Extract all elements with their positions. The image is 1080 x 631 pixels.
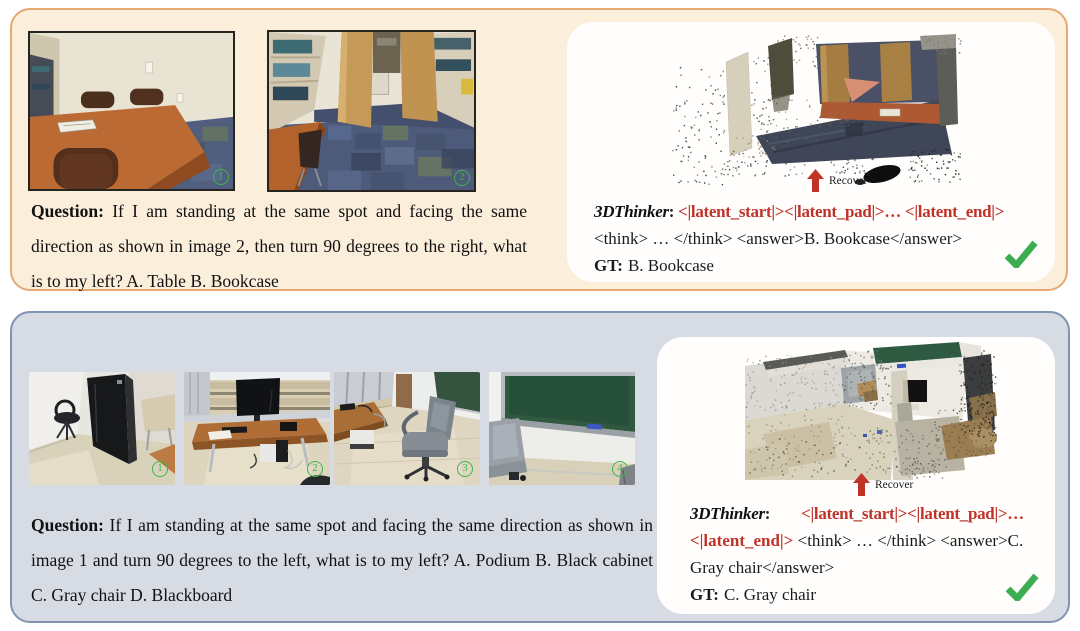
recover-label: Recover [829,174,868,187]
example2-result-card [657,337,1055,614]
correct-check-icon [1005,573,1039,601]
model-name: 3DThinker [690,504,765,523]
latent-tokens: <|latent_start|><|latent_pad|>… <|latent_end|> [678,202,1005,221]
example1-result-card [567,22,1055,282]
model-colon: : [668,202,675,221]
example1-question [31,194,527,299]
example2-pointcloud [745,342,997,480]
gt-value: C. Gray chair [723,585,817,604]
think-answer-text: <think> … </think> <answer>B. Bookcase</answer> [594,229,963,248]
question-text: If I am standing at the same spot and facing the same direction as shown in image 1 and turn 90 degrees to the left, what is to my left? A. Podium B. Black cabinet C. Gray chair D. Blackboard [31,515,654,605]
think-answer-text: <think> … </think> <answer>C. [793,531,1024,550]
question-text: If I am standing at the same spot and facing the same direction as shown in image 2, then turn 90 degrees to the right, what is to my left? A. Table B. Bookcase [31,201,528,291]
ground-truth-line [690,581,816,609]
image-number-badge: 3 [457,461,473,477]
example1-photo-1 [28,31,235,191]
latent-token-end: <|latent_end|> [690,531,794,550]
recover-annotation [853,473,913,496]
image-number-badge: 1 [152,461,168,477]
model-output-line-2 [690,527,1023,555]
ground-truth-line [594,252,714,280]
latent-tokens-start: <|latent_start|><|latent_pad|>… [801,504,1024,523]
model-output-line-1 [690,500,1024,528]
model-output-line-1 [594,198,1004,226]
question-label: Question: [31,201,104,221]
model-output-line-3 [690,554,834,582]
example1-pointcloud [664,32,962,192]
example2-photo-3 [334,372,480,485]
gt-label: GT: [594,256,623,275]
answer-continuation: Gray chair</answer> [690,558,835,577]
image-number-badge: 2 [454,170,470,186]
model-output-line-2 [594,225,962,253]
recover-label: Recover [875,478,914,491]
gt-value: B. Bookcase [627,256,714,275]
gt-label: GT: [690,585,719,604]
image-number-badge: 4 [612,461,628,477]
question-label: Question: [31,515,104,535]
example2-photo-1 [29,372,175,485]
image-number-badge: 2 [307,461,323,477]
example2-photo-4 [489,372,635,485]
example-2-panel [10,311,1070,623]
image-number-badge: 1 [213,169,229,185]
example-1-panel [10,8,1068,291]
recover-up-arrow-icon [807,169,824,192]
recover-up-arrow-icon [853,473,870,496]
correct-check-icon [1004,240,1038,268]
recover-annotation [807,169,867,192]
model-name: 3DThinker [594,202,669,221]
example1-photo-2 [267,30,476,192]
example2-photo-2 [184,372,330,485]
example2-question [31,508,653,613]
model-colon: : [764,504,771,523]
